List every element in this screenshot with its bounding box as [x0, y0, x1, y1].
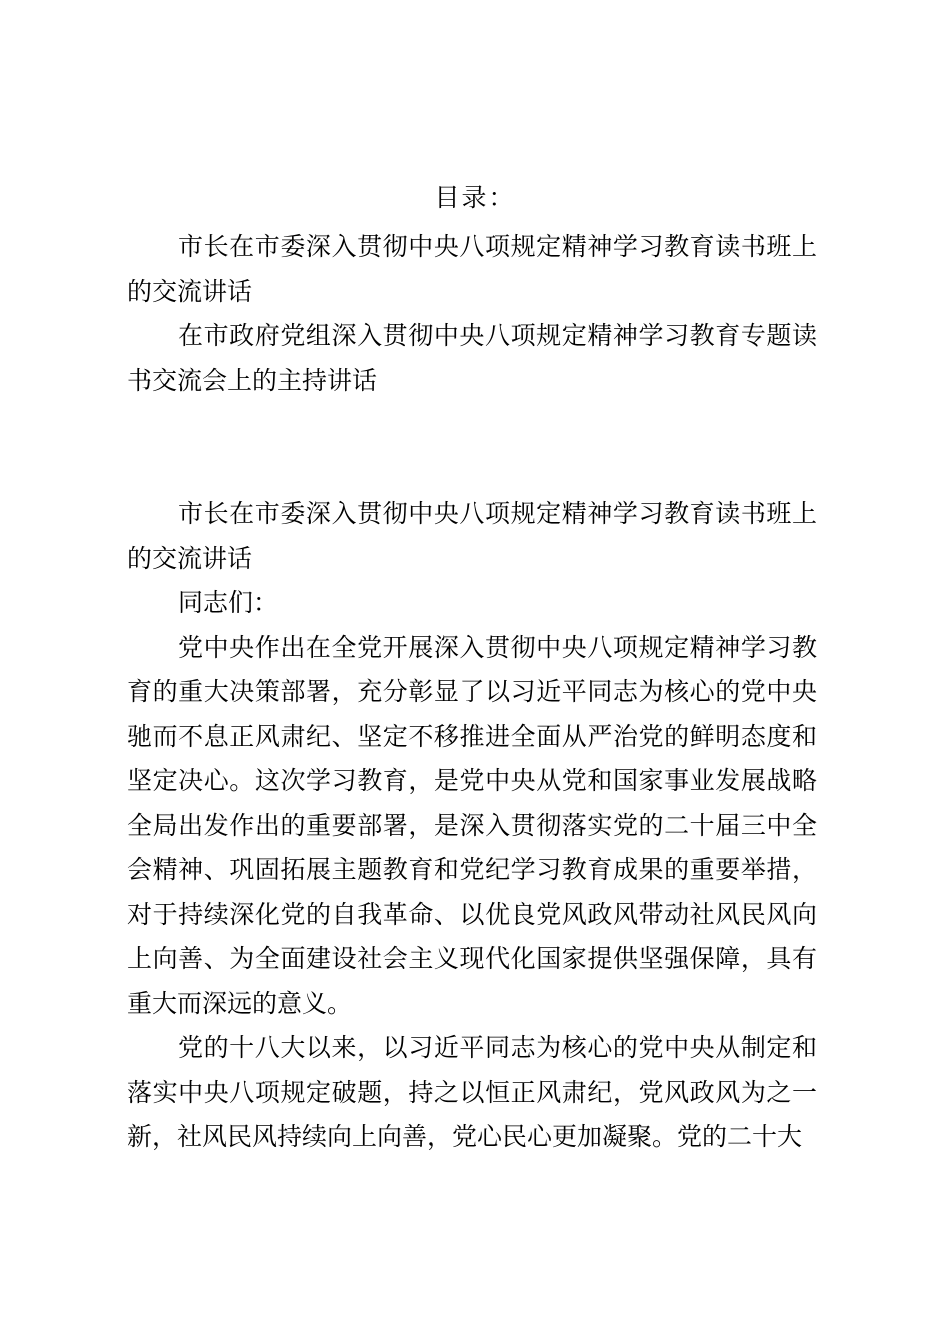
salutation: 同志们：: [178, 588, 279, 617]
toc-entry: 市长在市委深入贯彻中央八项规定精神学习教育读书班上的交流讲话: [127, 232, 817, 306]
article-title: 市长在市委深入贯彻中央八项规定精神学习教育读书班上的交流讲话: [127, 499, 817, 573]
body-paragraph: 党的十八大以来，以习近平同志为核心的党中央从制定和落实中央八项规定破题，持之以恒正风肃纪，党风政风为之一新，社风民风持续向上向善，党心民心更加凝聚。党的二十大: [127, 1033, 817, 1151]
body-paragraph: 党中央作出在全党开展深入贯彻中央八项规定精神学习教育的重大决策部署，充分彰显了以习近平同志为核心的党中央驰而不息正风肃纪、坚定不移推进全面从严治党的鲜明态度和坚定决心。这次学习教育，是党中央从党和国家事业发展战略全局出发作出的重要部署，是深入贯彻落实党的二十届三中全会精神、巩固拓展主题教育和党纪学习教育成果的重要举措，对于持续深化党的自我革命、以优良党风政风带动社风民风向上向善、为全面建设社会主义现代化国家提供坚强保障，具有重大而深远的意义。: [127, 632, 817, 1018]
toc-heading: 目录：: [434, 183, 516, 212]
article-body: [127, 492, 817, 1160]
table-of-contents: [127, 225, 817, 403]
toc-entry: 在市政府党组深入贯彻中央八项规定精神学习教育专题读书交流会上的主持讲话: [127, 321, 817, 395]
